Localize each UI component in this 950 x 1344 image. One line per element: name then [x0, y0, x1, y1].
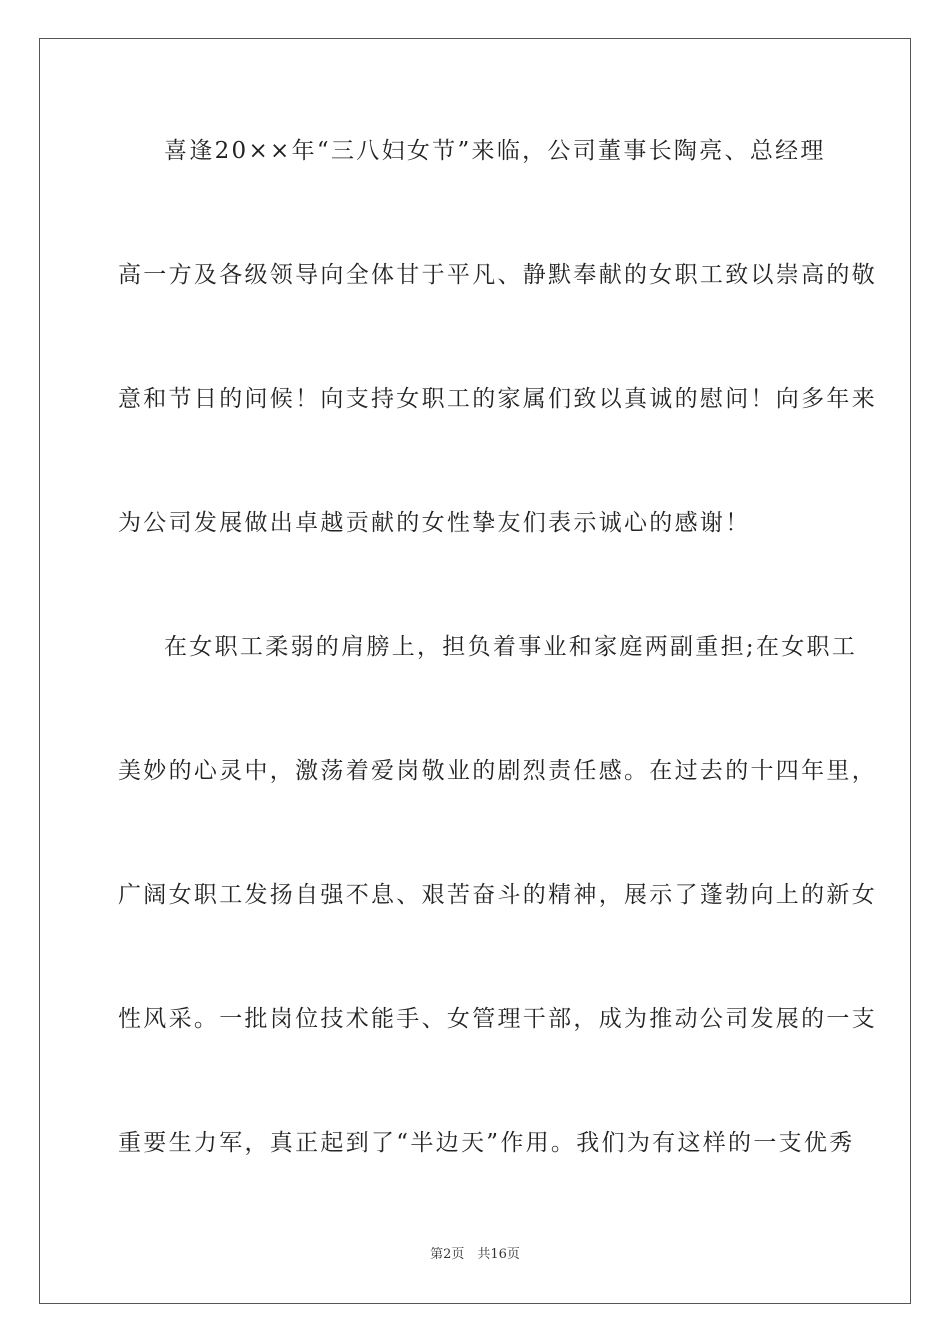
paragraph-1-line-4: 为公司发展做出卓越贡献的女性挚友们表示诚心的感谢！ — [118, 510, 751, 536]
paragraph-2-line-1: 在女职工柔弱的肩膀上，担负着事业和家庭两副重担;在女职工 — [164, 634, 858, 660]
paragraph-2-line-2: 美妙的心灵中，激荡着爱岗敬业的剧烈责任感。在过去的十四年里， — [118, 758, 877, 784]
paragraph-1-line-1: 喜逢20××年“三八妇女节”来临，公司董事长陶亮、总经理 — [164, 138, 826, 164]
paragraph-1-line-2: 高一方及各级领导向全体甘于平凡、静默奉献的女职工致以崇高的敬 — [118, 262, 877, 288]
page-number: 第2页 共16页 — [430, 1247, 520, 1262]
page-frame — [39, 38, 911, 1304]
paragraph-1-line-3: 意和节日的问候！向支持女职工的家属们致以真诚的慰问！向多年来 — [118, 386, 877, 412]
paragraph-2-line-3: 广阔女职工发扬自强不息、艰苦奋斗的精神，展示了蓬勃向上的新女 — [118, 882, 877, 908]
paragraph-2-line-5: 重要生力军，真正起到了“半边天”作用。我们为有这样的一支优秀 — [118, 1130, 855, 1156]
paragraph-2-line-4: 性风采。一批岗位技术能手、女管理干部，成为推动公司发展的一支 — [118, 1006, 877, 1032]
